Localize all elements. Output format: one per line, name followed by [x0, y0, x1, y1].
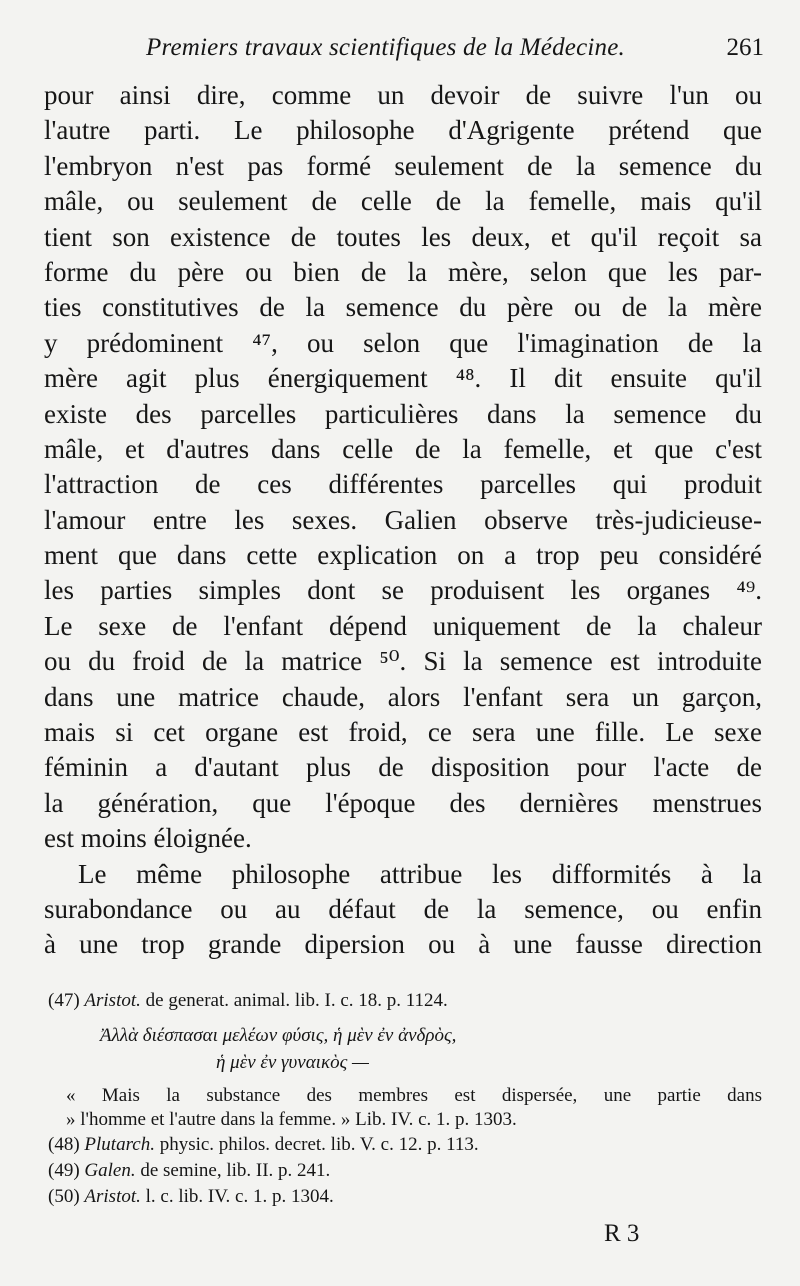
footnote-source: Galen.	[84, 1160, 136, 1181]
text-line: à une trop grande dipersion ou à une fausse direction	[44, 929, 762, 960]
footnote-text: de generat. animal. lib. I. c. 18. p. 1124.	[145, 990, 448, 1011]
text-line: tient son existence de toutes les deux, et qu'il reçoit sa	[44, 221, 762, 252]
page-number: 261	[726, 34, 764, 61]
footnote-source: Aristot.	[84, 990, 141, 1011]
text-line: y prédominent ⁴⁷, ou selon que l'imagination de la	[44, 327, 762, 358]
main-text	[44, 78, 762, 963]
text-line: mâle, ou seulement de celle de la femelle, mais qu'il	[44, 186, 762, 217]
text-line: surabondance ou au défaut de la semence, ou enfin	[44, 893, 762, 924]
footnotes	[44, 988, 764, 1210]
footnote-50	[44, 1184, 764, 1210]
text-line: ment que dans cette explication on a trop peu considéré	[44, 540, 762, 571]
footnote-48	[44, 1132, 764, 1158]
text-line: mère agit plus énergiquement ⁴⁸. Il dit ensuite qu'il	[44, 363, 762, 394]
text-line: pour ainsi dire, comme un devoir de suivre l'un ou	[44, 80, 762, 110]
text-line: Le même philosophe attribue les difformités à la	[78, 858, 762, 889]
footnote-source: Plutarch.	[84, 1134, 155, 1155]
text-line: l'amour entre les sexes. Galien observe très-judicieuse-	[44, 504, 762, 535]
text-line: les parties simples dont se produisent les organes ⁴⁹.	[44, 575, 762, 606]
text-line: Le sexe de l'enfant dépend uniquement de la chaleur	[44, 610, 762, 641]
footnote-text: physic. philos. decret. lib. V. c. 12. p. 113.	[159, 1134, 479, 1155]
signature-mark: R 3	[604, 1220, 640, 1247]
footnote-text: l. c. lib. IV. c. 1. p. 1304.	[145, 1186, 334, 1207]
french-translation-line: « Mais la substance des membres est dispersée, une partie dans	[66, 1085, 762, 1106]
text-line: féminin a d'autant plus de disposition pour l'acte de	[44, 752, 762, 783]
text-line: l'autre parti. Le philosophe d'Agrigente prétend que	[44, 115, 762, 146]
footnote-text: de semine, lib. II. p. 241.	[140, 1160, 331, 1181]
greek-quote-line: Ἀλλὰ διέσπασαι μελέων φύσις, ἡ μὲν ἐν ἀνδρὸς,	[100, 1025, 457, 1046]
footnote-number: (49)	[48, 1160, 80, 1181]
text-line: mâle, et d'autres dans celle de la femelle, et que c'est	[44, 433, 762, 464]
text-line: ties constitutives de la semence du père ou de la mère	[44, 292, 762, 323]
running-title: Premiers travaux scientifiques de la Médecine.	[146, 34, 625, 61]
footnote-number: (47)	[48, 990, 80, 1011]
greek-quote-line: ἡ μὲν ἐν γυναικὸς —	[216, 1052, 369, 1073]
text-line: dans une matrice chaude, alors l'enfant sera un garçon,	[44, 681, 762, 712]
footnote-source: Aristot.	[84, 1186, 141, 1207]
text-line: l'attraction de ces différentes parcelles qui produit	[44, 469, 762, 500]
footnote-number: (50)	[48, 1186, 80, 1207]
text-line: existe des parcelles particulières dans la semence du	[44, 398, 762, 429]
footnote-47	[44, 988, 764, 1014]
text-line: forme du père ou bien de la mère, selon que les par-	[44, 256, 762, 287]
text-line: l'embryon n'est pas formé seulement de la semence du	[44, 150, 762, 181]
page-header	[44, 34, 764, 68]
footnote-number: (48)	[48, 1134, 80, 1155]
french-translation-line: » l'homme et l'autre dans la femme. » Lib. IV. c. 1. p. 1303.	[66, 1109, 517, 1130]
text-line: est moins éloignée.	[44, 823, 252, 854]
text-line: la génération, que l'époque des dernières menstrues	[44, 787, 762, 818]
text-line: mais si cet organe est froid, ce sera une fille. Le sexe	[44, 717, 762, 748]
text-line: ou du froid de la matrice ⁵⁰. Si la semence est introduite	[44, 646, 762, 677]
footnote-49	[44, 1158, 764, 1184]
